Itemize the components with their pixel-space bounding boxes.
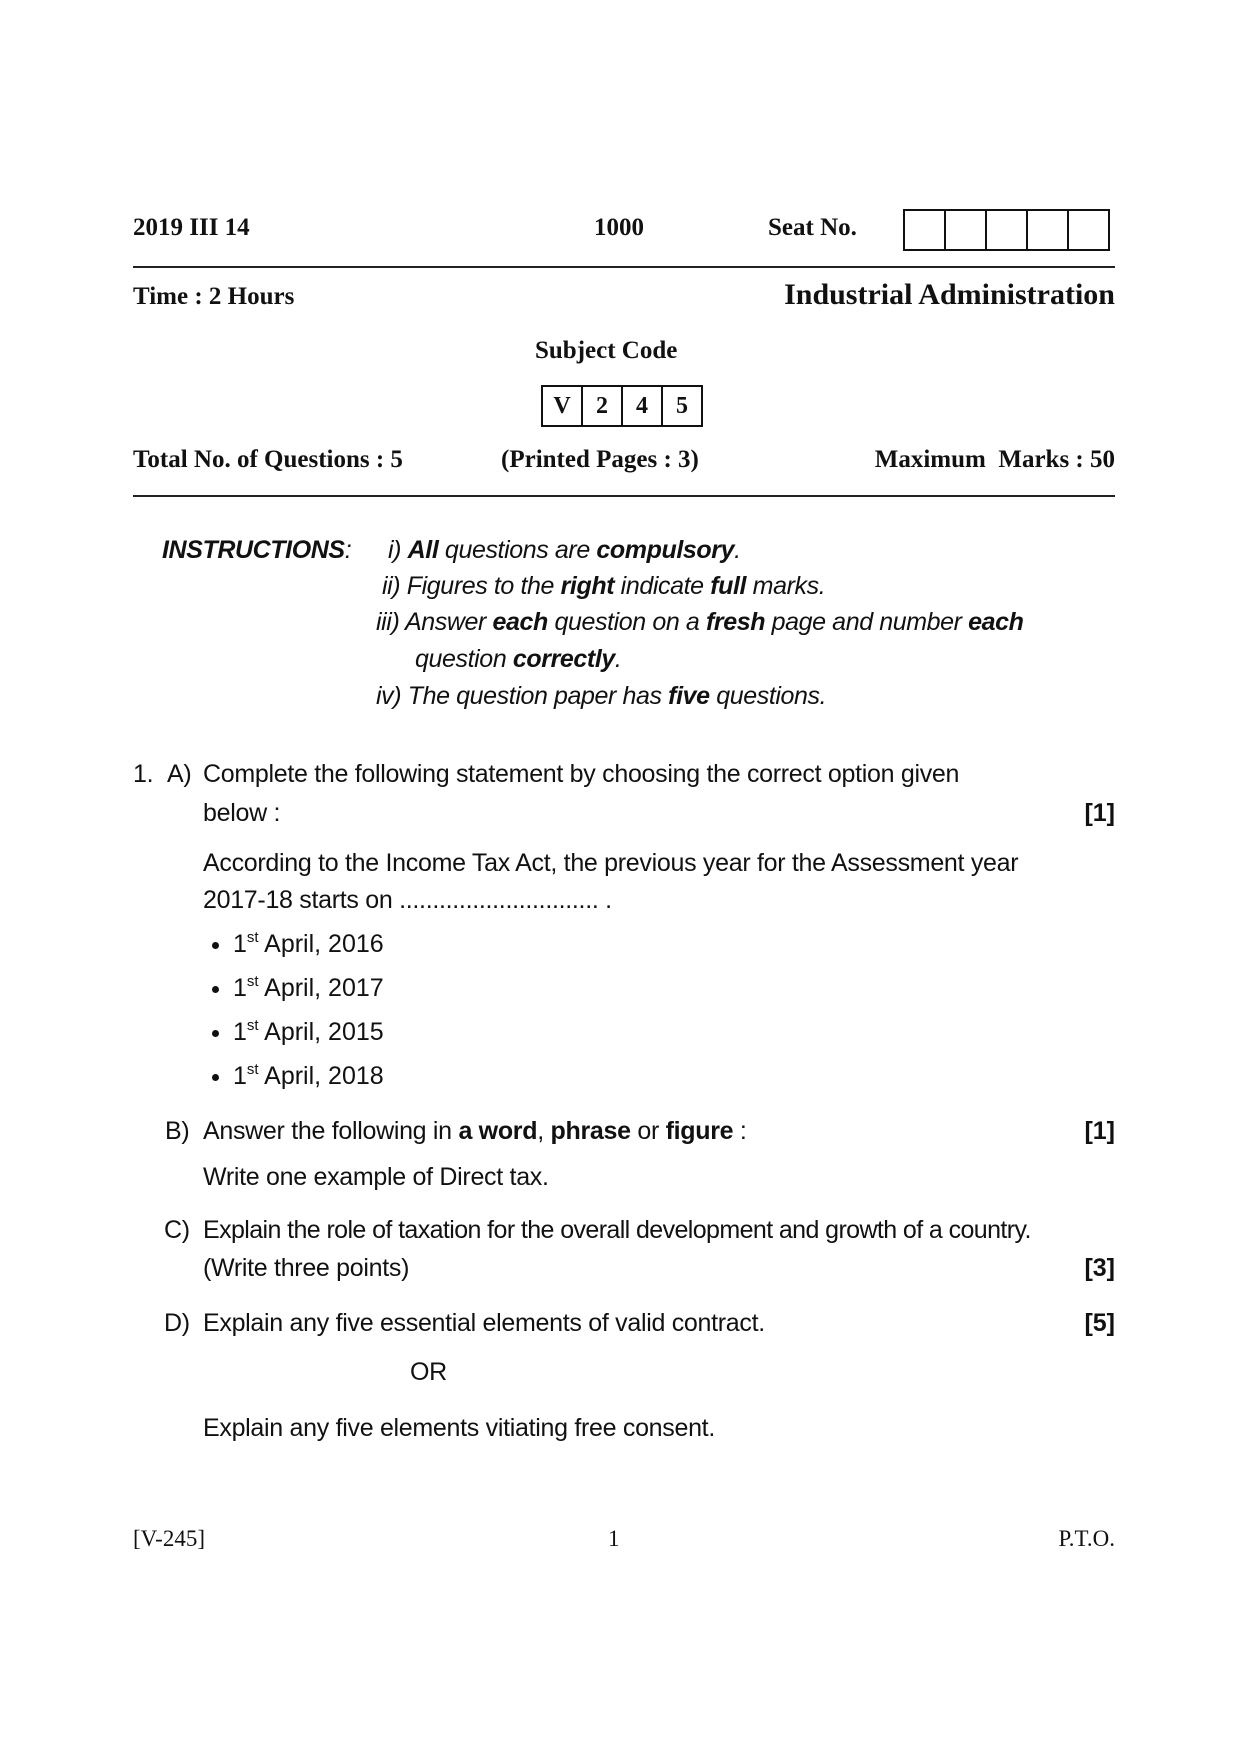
- instruction-text: question: [415, 645, 513, 673]
- seat-label: Seat No.: [768, 214, 857, 241]
- instructions-title: INSTRUCTIONS: [162, 536, 345, 564]
- instruction-text: questions.: [709, 682, 827, 710]
- part-d-alternative: Explain any five elements vitiating free consent.: [203, 1414, 715, 1442]
- part-b-label: B): [165, 1117, 190, 1145]
- code-char: V: [543, 387, 583, 425]
- seat-box: [987, 211, 1028, 249]
- part-a-line2: below :: [203, 799, 281, 827]
- option-item: [212, 1018, 384, 1047]
- instruction-text: Answer: [405, 608, 493, 636]
- option-day: 1: [233, 1018, 247, 1046]
- header-bottom-divider: [133, 495, 1115, 497]
- code-char: 2: [583, 387, 623, 425]
- part-b-text: or: [630, 1117, 666, 1145]
- option-text: April, 2015: [258, 1018, 384, 1046]
- option-item: [212, 974, 384, 1003]
- part-a-label: A): [167, 760, 192, 788]
- instruction-text: questions are: [438, 536, 597, 564]
- instruction-text: .: [734, 536, 741, 564]
- bullet-icon: [212, 1074, 219, 1081]
- subject-code-boxes: [541, 385, 703, 427]
- exam-code: 2019 III 14: [133, 214, 250, 241]
- question-number: 1.: [133, 760, 154, 788]
- part-c-marks: [3]: [1084, 1254, 1115, 1282]
- part-b-text: :: [733, 1117, 747, 1145]
- part-d-or: OR: [410, 1358, 447, 1386]
- instruction-bold: right: [560, 572, 615, 600]
- option-ordinal: st: [246, 1017, 259, 1034]
- code-char: 4: [623, 387, 663, 425]
- copies-count: 1000: [594, 214, 644, 241]
- part-b-bold: phrase: [550, 1117, 631, 1145]
- instructions-colon: :: [344, 536, 352, 564]
- footer-pto: P.T.O.: [1058, 1526, 1115, 1551]
- total-questions: Total No. of Questions : 5: [133, 446, 403, 473]
- part-d-marks: [5]: [1084, 1309, 1115, 1337]
- instruction-text: .: [614, 645, 622, 673]
- part-b-bold: a word: [458, 1117, 538, 1145]
- instruction-text: indicate: [614, 572, 711, 600]
- instruction-text: question on a: [547, 608, 706, 636]
- option-day: 1: [233, 974, 247, 1002]
- part-b-text: ,: [537, 1117, 551, 1145]
- part-b-text: Answer the following in: [203, 1117, 459, 1145]
- instruction-number: i): [388, 536, 402, 564]
- instruction-bold: fresh: [705, 608, 766, 636]
- instruction-bold: each: [968, 608, 1024, 636]
- instruction-number: iii): [376, 608, 400, 636]
- instruction-bold: each: [492, 608, 548, 636]
- part-b-line2: Write one example of Direct tax.: [203, 1163, 549, 1191]
- instruction-bold: All: [407, 536, 439, 564]
- part-d-line1: Explain any five essential elements of valid contract.: [203, 1309, 765, 1337]
- printed-pages: (Printed Pages : 3): [501, 446, 699, 473]
- option-ordinal: st: [246, 929, 259, 946]
- seat-box: [1028, 211, 1069, 249]
- instruction-i: [388, 536, 741, 565]
- instruction-bold: full: [710, 572, 747, 600]
- header-divider: [133, 266, 1115, 268]
- part-b-marks: [1]: [1084, 1117, 1115, 1145]
- seat-box: [1069, 211, 1108, 249]
- part-d-label: D): [164, 1309, 190, 1337]
- footer-code: [V-245]: [133, 1526, 205, 1551]
- part-c-line2: (Write three points): [203, 1254, 410, 1282]
- part-a-marks: [1]: [1084, 799, 1115, 827]
- option-text: April, 2018: [258, 1062, 384, 1090]
- bullet-icon: [212, 942, 219, 949]
- part-a-statement-line1: According to the Income Tax Act, the previous year for the Assessment year: [203, 849, 1019, 877]
- page-number: 1: [608, 1526, 620, 1551]
- part-c-line1: Explain the role of taxation for the overall development and growth of a country.: [203, 1216, 1031, 1244]
- part-b-bold: figure: [665, 1117, 734, 1145]
- instruction-text: Figures to the: [406, 572, 561, 600]
- seat-box: [905, 211, 946, 249]
- bullet-icon: [212, 986, 219, 993]
- instruction-bold: five: [668, 682, 710, 710]
- part-c-label: C): [164, 1216, 190, 1244]
- instruction-bold: correctly: [512, 645, 615, 673]
- option-ordinal: st: [246, 973, 259, 990]
- seat-number-boxes: [903, 209, 1110, 251]
- part-b-line1: [203, 1117, 747, 1146]
- instruction-text: marks.: [746, 572, 826, 600]
- instruction-ii: [382, 572, 825, 601]
- option-ordinal: st: [246, 1061, 259, 1078]
- instruction-text: page and number: [765, 608, 969, 636]
- code-char: 5: [676, 392, 688, 419]
- option-text: April, 2017: [258, 974, 384, 1002]
- bullet-icon: [212, 1030, 219, 1037]
- part-a-statement-line2: 2017-18 starts on .............................. .: [203, 886, 612, 914]
- option-day: 1: [233, 1062, 247, 1090]
- option-text: April, 2016: [258, 930, 384, 958]
- max-marks: Maximum Marks : 50: [874, 446, 1115, 473]
- instruction-number: iv): [376, 682, 402, 710]
- subject-code-label: Subject Code: [535, 337, 678, 364]
- subject-title: Industrial Administration: [784, 278, 1115, 311]
- instruction-text: The question paper has: [407, 682, 669, 710]
- seat-box: [946, 211, 987, 249]
- instruction-number: ii): [382, 572, 401, 600]
- option-item: [212, 930, 384, 959]
- option-item: [212, 1062, 384, 1091]
- instruction-iii: [376, 608, 1024, 637]
- instruction-iv: [376, 682, 826, 711]
- part-a-line1: Complete the following statement by choosing the correct option given: [203, 760, 960, 788]
- instruction-bold: compulsory: [596, 536, 735, 564]
- option-day: 1: [233, 930, 247, 958]
- instruction-iii-continued: [415, 645, 621, 674]
- exam-time: Time : 2 Hours: [133, 283, 295, 310]
- instructions-heading: [162, 536, 351, 565]
